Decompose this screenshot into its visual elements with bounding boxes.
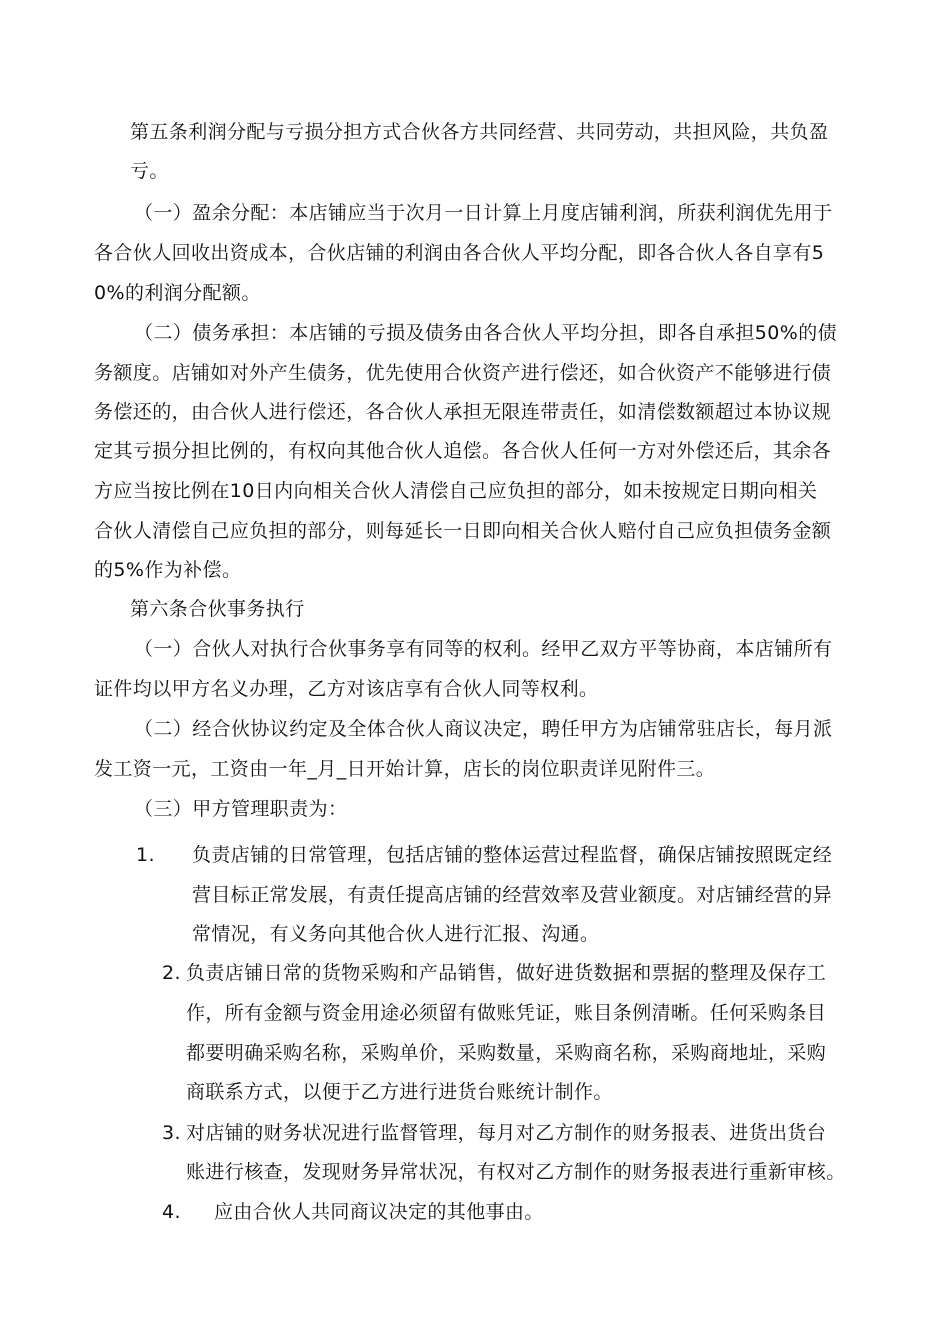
surplus-line-3: 0%的利润分配额。	[94, 282, 261, 304]
duty-2-line-2: 作，所有金额与资金用途必须留有做账凭证，账目条例清晰。任何采购条目	[186, 1002, 827, 1024]
debt-line-3: 务偿还的，由合伙人进行偿还，各合伙人承担无限连带责任，如清偿数额超过本协议规	[94, 401, 832, 423]
duty-4-line-1: 应由合伙人共同商议决定的其他事由。	[214, 1201, 544, 1223]
surplus-line-2: 各合伙人回收出资成本，合伙店铺的利润由各合伙人平均分配，即各合伙人各自享有5	[94, 242, 825, 264]
article6-p2-line-2: 发工资一元，工资由一年_月_日开始计算，店长的岗位职责详见附件三。	[94, 758, 716, 780]
article5-line-2: 亏。	[130, 160, 169, 182]
duty-3-line-1: 对店铺的财务状况进行监督管理，每月对乙方制作的财务报表、进货出货台	[186, 1122, 827, 1144]
duty-2-line-4: 商联系方式，以便于乙方进行进货台账统计制作。	[186, 1081, 613, 1103]
article5-line-1: 第五条利润分配与亏损分担方式合伙各方共同经营、共同劳动，共担风险，共负盈	[130, 121, 829, 143]
duty-1-line-2: 营目标正常发展，有责任提高店铺的经营效率及营业额度。对店铺经营的异	[192, 884, 833, 906]
duty-2-number: 2.	[162, 962, 181, 984]
debt-line-2: 务额度。店铺如对外产生债务，优先使用合伙资产进行偿还，如合伙资产不能够进行债	[94, 362, 832, 384]
debt-line-5: 方应当按比例在10日内向相关合伙人清偿自己应负担的部分，如未按规定日期向相关	[94, 480, 818, 502]
article6-p1-line-2: 证件均以甲方名义办理，乙方对该店享有合伙人同等权利。	[94, 678, 599, 700]
duty-1-line-1: 负责店铺的日常管理，包括店铺的整体运营过程监督，确保店铺按照既定经	[192, 844, 833, 866]
duty-1-line-3: 常情况，有义务向其他合伙人进行汇报、沟通。	[192, 923, 600, 945]
article6-p2-line-1: （二）经合伙协议约定及全体合伙人商议决定，聘任甲方为店铺常驻店长，每月派	[134, 718, 833, 740]
duty-4-number: 4.	[162, 1201, 181, 1223]
duty-3-line-2: 账进行核查，发现财务异常状况，有权对乙方制作的财务报表进行重新审核。	[186, 1161, 846, 1183]
article6-p1-line-1: （一）合伙人对执行合伙事务享有同等的权利。经甲乙双方平等协商，本店铺所有	[134, 638, 833, 660]
duty-2-line-1: 负责店铺日常的货物采购和产品销售，做好进货数据和票据的整理及保存工	[186, 962, 827, 984]
duty-3-number: 3.	[162, 1122, 181, 1144]
debt-line-1: （二）债务承担：本店铺的亏损及债务由各合伙人平均分担，即各自承担50%的债	[134, 322, 838, 344]
article6-title: 第六条合伙事务执行	[130, 598, 305, 620]
duty-1-number: 1.	[136, 844, 155, 866]
debt-line-4: 定其亏损分担比例的，有权向其他合伙人追偿。各合伙人任何一方对外偿还后，其余各	[94, 440, 832, 462]
surplus-line-1: （一）盈余分配：本店铺应当于次月一日计算上月度店铺利润，所获利润优先用于	[134, 202, 833, 224]
debt-line-7: 的5%作为补偿。	[94, 559, 242, 581]
article6-p3-title: （三）甲方管理职责为：	[134, 798, 348, 820]
duty-2-line-3: 都要明确采购名称，采购单价，采购数量，采购商名称，采购商地址，采购	[186, 1042, 827, 1064]
debt-line-6: 合伙人清偿自己应负担的部分，则每延长一日即向相关合伙人赔付自己应负担债务金额	[94, 520, 832, 542]
